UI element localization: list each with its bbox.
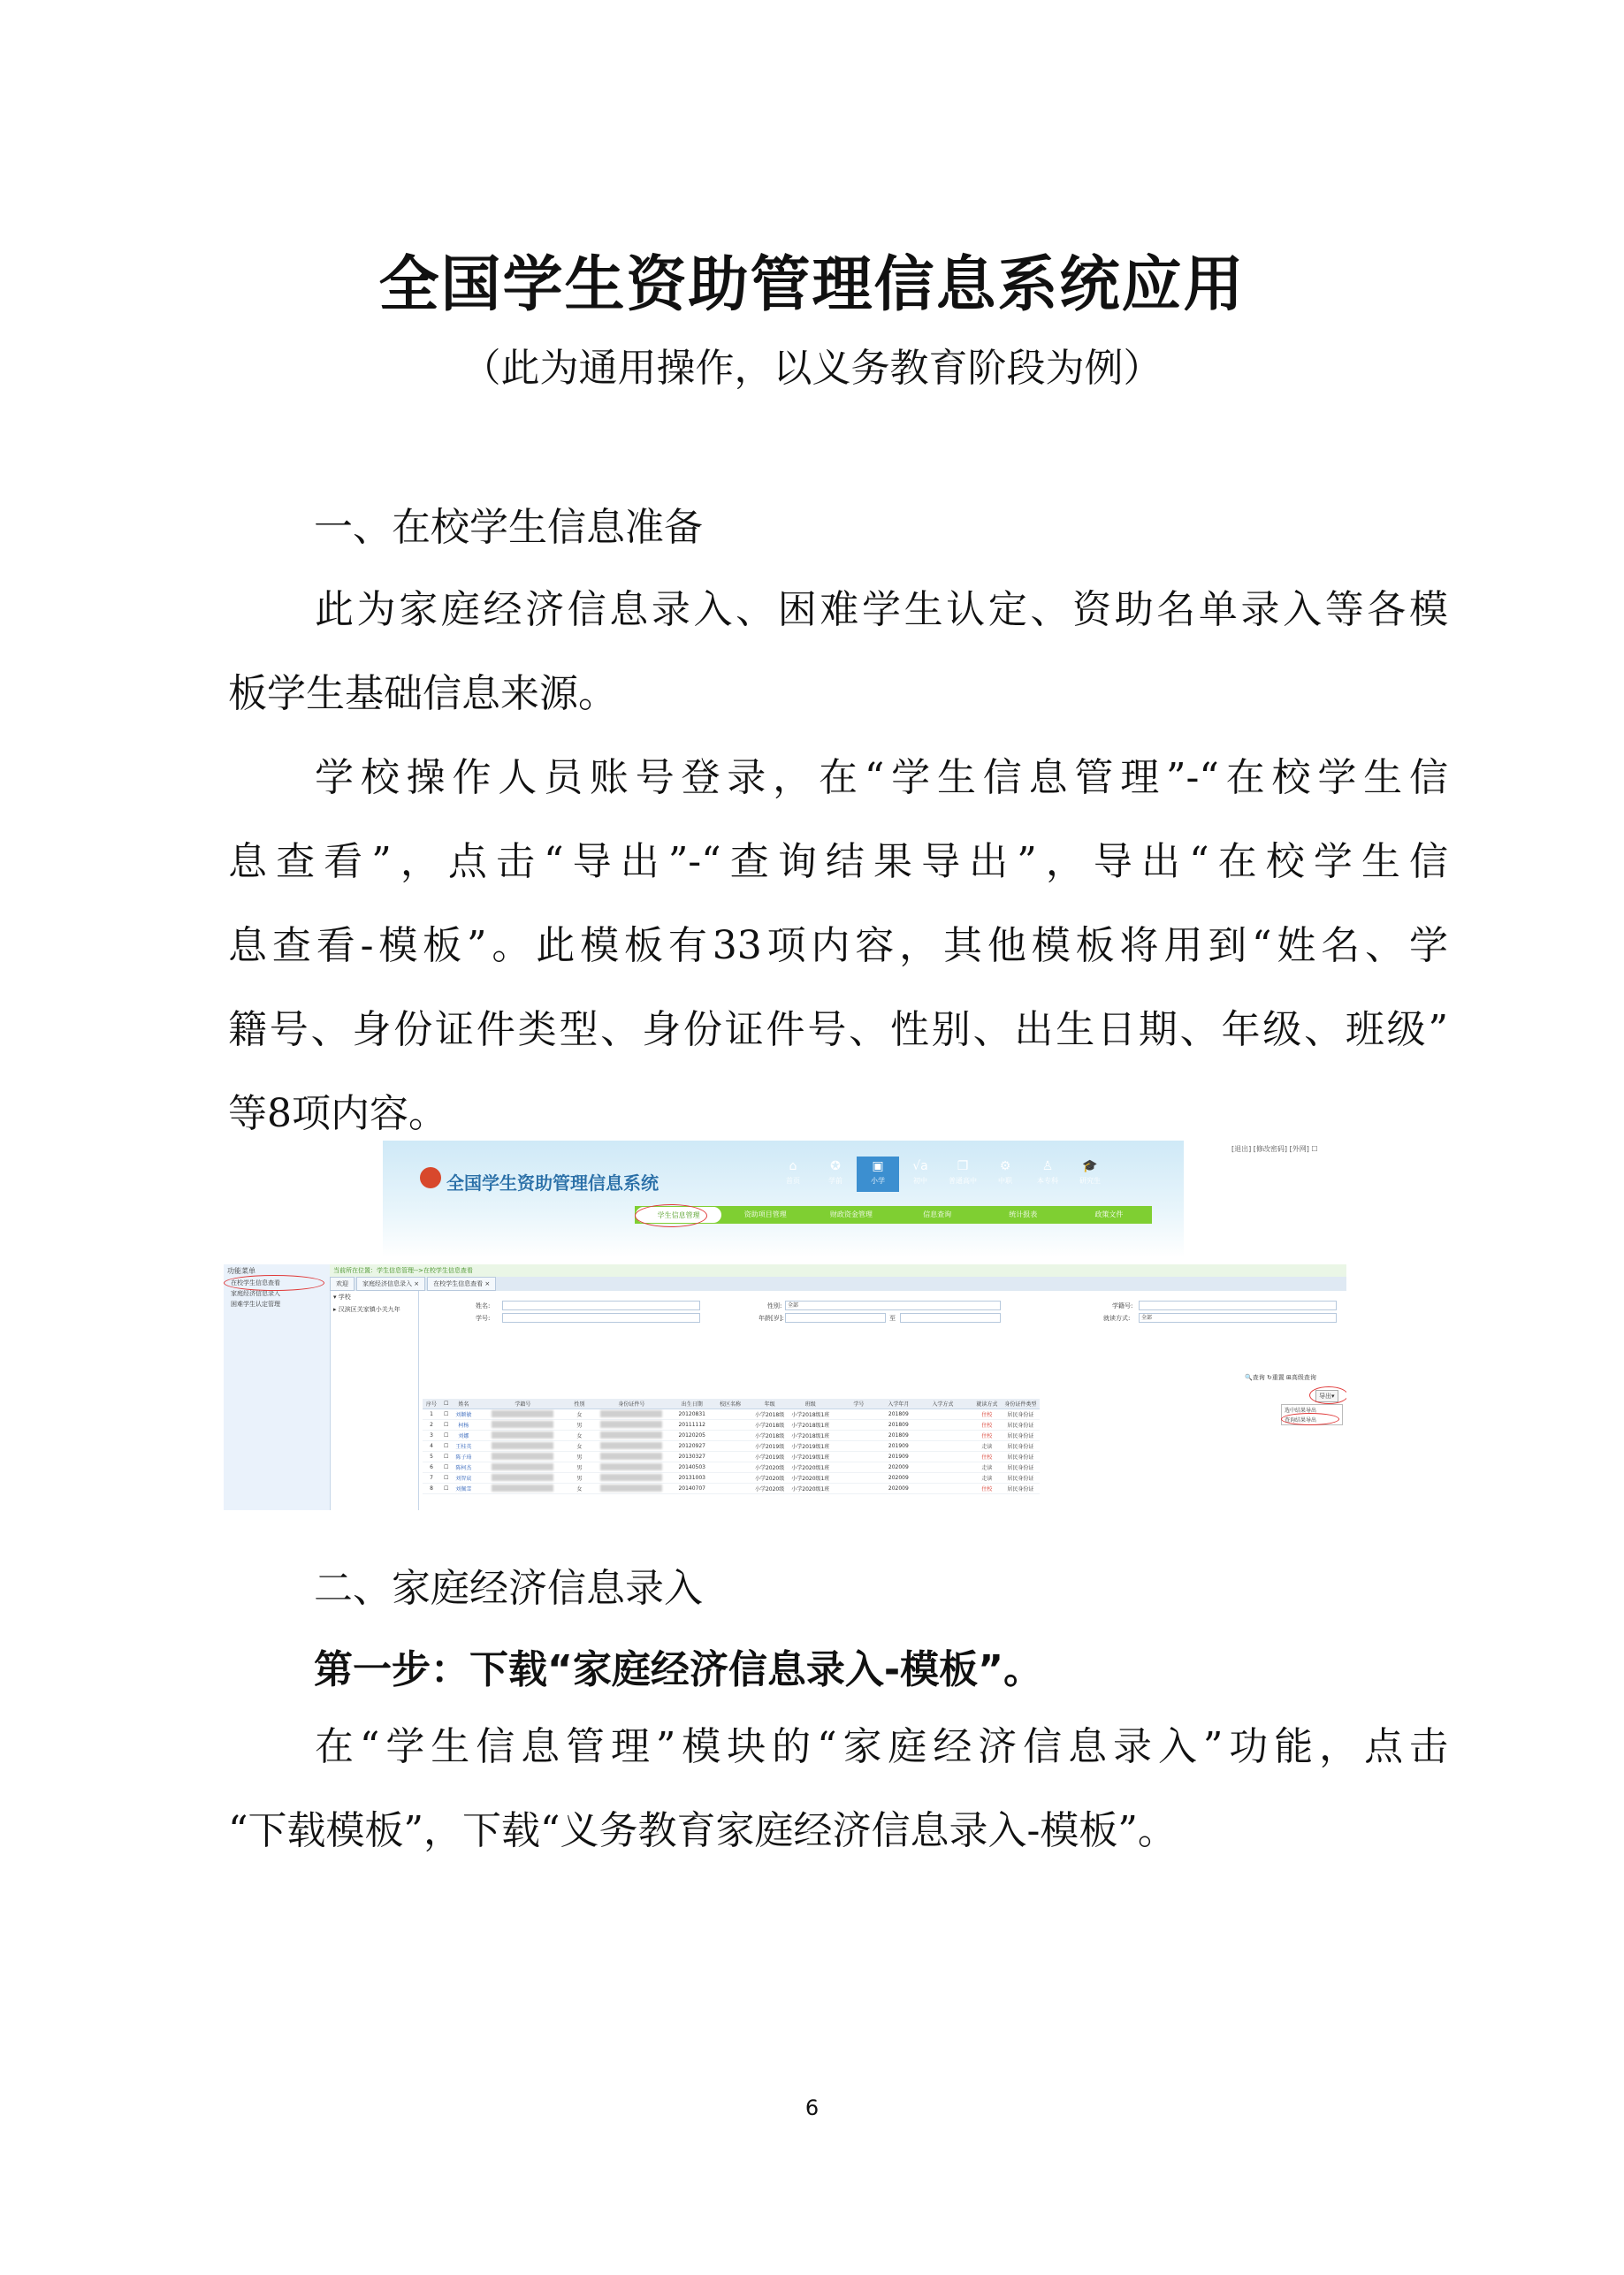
- table-cell[interactable]: 陈子琦: [452, 1452, 475, 1462]
- table-cell: 20120205: [675, 1431, 709, 1441]
- nav-icons: [772, 1157, 1111, 1192]
- table-cell: 小学2019级1班: [788, 1452, 833, 1462]
- table-cell: [475, 1462, 570, 1473]
- para-line: 在“学生信息管理”模块的“家庭经济信息录入”功能，点击: [315, 1724, 1448, 1769]
- breadcrumb: 当前所在位置：学生信息管理-->在校学生信息查看: [330, 1264, 1346, 1277]
- table-header: [423, 1399, 1040, 1409]
- menu-aid-project[interactable]: 资助项目管理: [743, 1210, 787, 1218]
- school-tree: [330, 1291, 419, 1510]
- table-cell: 男: [570, 1462, 588, 1473]
- table-cell: 居民身份证: [1001, 1452, 1040, 1462]
- xuehao-label: 学号:: [476, 1315, 491, 1322]
- redacted-value: [492, 1410, 553, 1417]
- senior-icon: ❐: [957, 1159, 969, 1173]
- redacted-value: [492, 1453, 553, 1460]
- col-header: 序号: [423, 1399, 440, 1409]
- redacted-value: [492, 1463, 553, 1470]
- table-cell[interactable]: 刘佩雪: [452, 1484, 475, 1494]
- redacted-value: [600, 1442, 662, 1449]
- col-header: 学号: [833, 1399, 884, 1409]
- table-cell: 7: [423, 1473, 440, 1484]
- left-item-difficulty[interactable]: 困难学生认定管理: [231, 1301, 280, 1308]
- table-row[interactable]: [423, 1473, 1040, 1484]
- tab-bar: [330, 1277, 1346, 1291]
- table-cell: 居民身份证: [1001, 1420, 1040, 1431]
- para-line: 息查看-模板”。此模板有33项内容，其他模板将用到“姓名、学: [228, 923, 1448, 968]
- table-cell: [588, 1441, 675, 1452]
- table-cell: 20120927: [675, 1441, 709, 1452]
- primary-icon: ▣: [872, 1159, 884, 1173]
- table-cell: 住校: [972, 1409, 1001, 1420]
- table-cell: 1: [423, 1409, 440, 1420]
- table-cell: [588, 1431, 675, 1441]
- table-cell: [833, 1473, 884, 1484]
- table-cell: 居民身份证: [1001, 1484, 1040, 1494]
- table-cell: 住校: [972, 1431, 1001, 1441]
- table-cell: [709, 1431, 751, 1441]
- table-cell: [912, 1409, 972, 1420]
- table-cell: [912, 1452, 972, 1462]
- table-cell: 202009: [884, 1462, 912, 1473]
- table-row[interactable]: [423, 1431, 1040, 1441]
- table-cell: 小学2020级1班: [788, 1462, 833, 1473]
- student-table: [423, 1399, 1040, 1494]
- table-row[interactable]: [423, 1452, 1040, 1462]
- table-cell: [588, 1452, 675, 1462]
- nav-primary[interactable]: [857, 1157, 899, 1192]
- main-menu: [635, 1206, 1152, 1224]
- table-cell[interactable]: ☐: [440, 1431, 452, 1441]
- col-header: 校区名称: [709, 1399, 751, 1409]
- menu-student-info[interactable]: 学生信息管理: [635, 1206, 722, 1224]
- nav-preschool[interactable]: [814, 1157, 857, 1192]
- app-logo: 全国学生资助管理信息系统: [446, 1172, 659, 1194]
- search-form: [423, 1298, 1342, 1369]
- preschool-icon: ✪: [830, 1159, 841, 1173]
- col-header: 班级: [788, 1399, 833, 1409]
- table-cell: [833, 1431, 884, 1441]
- table-cell: 6: [423, 1462, 440, 1473]
- redacted-value: [600, 1453, 662, 1460]
- highlight-circle: [224, 1275, 324, 1291]
- table-cell: [709, 1452, 751, 1462]
- table-cell: [709, 1484, 751, 1494]
- table-cell: 男: [570, 1452, 588, 1462]
- table-cell: 20140707: [675, 1484, 709, 1494]
- table-cell: [475, 1473, 570, 1484]
- table-cell[interactable]: ☐: [440, 1473, 452, 1484]
- export-button[interactable]: 导出▾: [1315, 1390, 1338, 1402]
- name-label: 姓名:: [476, 1302, 491, 1309]
- nav-label: 首页: [786, 1177, 800, 1185]
- table-cell: 201809: [884, 1420, 912, 1431]
- col-header: 年级: [751, 1399, 788, 1409]
- table-cell: 居民身份证: [1001, 1409, 1040, 1420]
- table-cell: 201809: [884, 1431, 912, 1441]
- col-header: 入学年月: [884, 1399, 912, 1409]
- section1-para1: [228, 568, 1448, 736]
- redacted-value: [492, 1474, 553, 1481]
- table-row[interactable]: [423, 1441, 1040, 1452]
- table-cell: 小学2018级: [751, 1409, 788, 1420]
- table-cell: [709, 1441, 751, 1452]
- menu-finance[interactable]: 财政资金管理: [829, 1210, 873, 1218]
- xuehao-input[interactable]: [502, 1313, 700, 1323]
- document-title: 全国学生资助管理信息系统应用: [378, 250, 1246, 320]
- col-header: 就读方式: [972, 1399, 1001, 1409]
- nav-label: 学前: [828, 1177, 842, 1185]
- table-cell[interactable]: 刘颖敏: [452, 1409, 475, 1420]
- nav-senior[interactable]: [942, 1157, 984, 1192]
- table-cell: [475, 1441, 570, 1452]
- nav-label: 本专科: [1037, 1177, 1058, 1185]
- logo-icon: [420, 1167, 441, 1188]
- page-number: 6: [804, 2096, 820, 2120]
- menu-query[interactable]: 信息查询: [923, 1210, 952, 1218]
- top-links[interactable]: [退出] [修改密码] [外网] ☐: [1231, 1145, 1318, 1153]
- age-to-label: 至: [889, 1315, 896, 1322]
- table-cell: 小学2020级: [751, 1484, 788, 1494]
- menu-policy[interactable]: 政策文件: [1094, 1210, 1124, 1218]
- redacted-value: [492, 1431, 553, 1439]
- col-header: 身份证件类型: [1001, 1399, 1040, 1409]
- table-cell: 居民身份证: [1001, 1441, 1040, 1452]
- age-label: 年龄[岁]:: [759, 1315, 784, 1322]
- table-cell: 20120831: [675, 1409, 709, 1420]
- export-selected[interactable]: 选中结果导出: [1285, 1408, 1317, 1414]
- name-input[interactable]: [502, 1301, 700, 1310]
- table-cell[interactable]: ☐: [440, 1409, 452, 1420]
- table-cell: 居民身份证: [1001, 1473, 1040, 1484]
- table-cell: 住校: [972, 1452, 1001, 1462]
- left-item-family-econ[interactable]: 家庭经济信息录入: [231, 1290, 280, 1297]
- menu-report[interactable]: 统计报表: [1009, 1210, 1038, 1218]
- col-header: 性别: [570, 1399, 588, 1409]
- redacted-value: [600, 1485, 662, 1492]
- para-line: 板学生基础信息来源。: [228, 671, 617, 716]
- para-line: 等8项内容。: [228, 1091, 447, 1136]
- nav-label: 中职: [998, 1177, 1012, 1185]
- nav-college[interactable]: [1026, 1157, 1069, 1192]
- table-cell: 20130327: [675, 1452, 709, 1462]
- section1-heading: 一、在校学生信息准备: [314, 505, 703, 550]
- table-cell: [475, 1431, 570, 1441]
- table-cell: 小学2018级1班: [788, 1409, 833, 1420]
- jiudu-label: 就读方式:: [1103, 1315, 1131, 1322]
- table-cell: [833, 1420, 884, 1431]
- table-cell: 居民身份证: [1001, 1462, 1040, 1473]
- table-cell: 女: [570, 1431, 588, 1441]
- table-cell: [912, 1441, 972, 1452]
- nav-vocational[interactable]: [984, 1157, 1026, 1192]
- left-menu: [224, 1264, 331, 1510]
- table-cell[interactable]: ☐: [440, 1452, 452, 1462]
- table-cell: 202009: [884, 1484, 912, 1494]
- section2-para: [228, 1705, 1448, 1873]
- query-tools[interactable]: 🔍查询 ↻重置 ⊞高级查询: [1245, 1374, 1316, 1381]
- para-line: “下载模板”，下载“义务教育家庭经济信息录入-模板”。: [228, 1808, 1177, 1853]
- table-cell[interactable]: 刘智宸: [452, 1473, 475, 1484]
- xuejihao-label: 学籍号:: [1112, 1302, 1133, 1309]
- nav-label: 小学: [871, 1177, 885, 1185]
- table-cell: [709, 1409, 751, 1420]
- table-cell: [588, 1420, 675, 1431]
- table-cell: [912, 1473, 972, 1484]
- redacted-value: [492, 1442, 553, 1449]
- table-cell: [709, 1462, 751, 1473]
- tab-welcome[interactable]: 欢迎: [330, 1277, 355, 1291]
- graduate-cap-icon: 🎓: [1082, 1159, 1098, 1173]
- table-cell: 4: [423, 1441, 440, 1452]
- table-row[interactable]: [423, 1420, 1040, 1431]
- table-cell: 201809: [884, 1409, 912, 1420]
- table-row[interactable]: [423, 1462, 1040, 1473]
- col-header: 身份证件号: [588, 1399, 675, 1409]
- table-cell: [833, 1484, 884, 1494]
- table-cell: 2: [423, 1420, 440, 1431]
- nav-graduate[interactable]: [1069, 1157, 1111, 1192]
- table-cell: 小学2020级: [751, 1462, 788, 1473]
- table-cell: 20140503: [675, 1462, 709, 1473]
- col-header: 姓名: [452, 1399, 475, 1409]
- col-header: 学籍号: [475, 1399, 570, 1409]
- table-cell: 小学2019级: [751, 1452, 788, 1462]
- highlight-circle: [1281, 1413, 1339, 1425]
- table-cell: 小学2019级1班: [788, 1441, 833, 1452]
- export-query-result[interactable]: 查询结果导出: [1285, 1417, 1317, 1424]
- highlight-circle: [1309, 1386, 1346, 1404]
- col-header: 入学方式: [912, 1399, 972, 1409]
- table-row[interactable]: [423, 1409, 1040, 1420]
- tree-node-school[interactable]: ▾ 学校: [333, 1294, 351, 1301]
- para-line: 籍号、身份证件类型、身份证件号、性别、出生日期、年级、班级”: [228, 1007, 1448, 1052]
- table-cell: 小学2018级1班: [788, 1431, 833, 1441]
- table-cell[interactable]: 王桂英: [452, 1441, 475, 1452]
- redacted-value: [600, 1410, 662, 1417]
- tab-family-econ[interactable]: 家庭经济信息录入 ×: [356, 1277, 425, 1291]
- nav-home[interactable]: [772, 1157, 814, 1192]
- section2-heading: 二、家庭经济信息录入: [314, 1566, 703, 1611]
- table-cell: 3: [423, 1431, 440, 1441]
- table-cell: 201909: [884, 1452, 912, 1462]
- para-line: 息查看”，点击“导出”-“查询结果导出”，导出“在校学生信: [228, 839, 1448, 884]
- table-cell: 走读: [972, 1441, 1001, 1452]
- table-cell: 男: [570, 1473, 588, 1484]
- jiudu-select[interactable]: 全部: [1139, 1313, 1337, 1323]
- table-cell[interactable]: ☐: [440, 1462, 452, 1473]
- para-line: 此为家庭经济信息录入、困难学生认定、资助名单录入等各模: [315, 587, 1448, 632]
- gender-select[interactable]: 全部: [785, 1301, 1001, 1310]
- step1-heading: 第一步：下载“家庭经济信息录入-模板”。: [314, 1647, 1043, 1692]
- table-cell[interactable]: 陈柯杰: [452, 1462, 475, 1473]
- table-cell: 小学2018级: [751, 1431, 788, 1441]
- home-icon: ⌂: [789, 1159, 797, 1173]
- col-header[interactable]: ☐: [440, 1399, 452, 1409]
- junior-icon: √a: [912, 1159, 928, 1173]
- table-cell: 202009: [884, 1473, 912, 1484]
- table-cell: [475, 1420, 570, 1431]
- table-cell: [475, 1452, 570, 1462]
- table-cell[interactable]: ☐: [440, 1420, 452, 1431]
- table-cell: [475, 1409, 570, 1420]
- table-cell: [912, 1484, 972, 1494]
- table-cell: [588, 1484, 675, 1494]
- table-cell: 住校: [972, 1484, 1001, 1494]
- left-item-student-view[interactable]: 在校学生信息查看: [231, 1279, 280, 1286]
- table-cell: 女: [570, 1409, 588, 1420]
- table-cell: [833, 1441, 884, 1452]
- redacted-value: [492, 1421, 553, 1428]
- redacted-value: [600, 1463, 662, 1470]
- table-cell: [833, 1462, 884, 1473]
- system-screenshot: [224, 1141, 1346, 1510]
- table-cell: [912, 1420, 972, 1431]
- table-cell: 走读: [972, 1473, 1001, 1484]
- nav-label: 研究生: [1079, 1177, 1101, 1185]
- table-cell: [912, 1462, 972, 1473]
- table-cell: 住校: [972, 1420, 1001, 1431]
- table-cell: [709, 1473, 751, 1484]
- document-subtitle: （此为通用操作，以义务教育阶段为例）: [461, 346, 1163, 391]
- table-cell: 5: [423, 1452, 440, 1462]
- table-cell: [709, 1420, 751, 1431]
- table-cell: 男: [570, 1420, 588, 1431]
- vocational-icon: ⚙: [999, 1159, 1011, 1173]
- table-cell[interactable]: ☐: [440, 1441, 452, 1452]
- table-cell[interactable]: ☐: [440, 1484, 452, 1494]
- xuejihao-input[interactable]: [1139, 1301, 1337, 1310]
- table-cell: 小学2020级1班: [788, 1473, 833, 1484]
- age-from-input[interactable]: [785, 1313, 886, 1323]
- highlight-circle: [635, 1204, 707, 1227]
- table-cell: [475, 1484, 570, 1494]
- table-cell: 小学2019级: [751, 1441, 788, 1452]
- left-menu-title: 功能菜单: [227, 1267, 255, 1275]
- table-cell: 小学2018级1班: [788, 1420, 833, 1431]
- table-cell: 居民身份证: [1001, 1431, 1040, 1441]
- table-cell: [588, 1462, 675, 1473]
- table-cell: 201909: [884, 1441, 912, 1452]
- section1-para2: [228, 736, 1448, 1156]
- table-cell: [833, 1409, 884, 1420]
- table-cell: [588, 1409, 675, 1420]
- table-cell: [588, 1473, 675, 1484]
- college-icon: ♙: [1041, 1159, 1054, 1173]
- redacted-value: [600, 1474, 662, 1481]
- redacted-value: [600, 1431, 662, 1439]
- table-cell: 小学2020级: [751, 1473, 788, 1484]
- nav-label: 普通高中: [949, 1177, 977, 1185]
- redacted-value: [600, 1421, 662, 1428]
- table-cell[interactable]: 柯杨: [452, 1420, 475, 1431]
- tree-node-unit[interactable]: ▸ 汉滨区关家镇小关九年: [333, 1306, 400, 1313]
- table-cell: 8: [423, 1484, 440, 1494]
- nav-junior[interactable]: [899, 1157, 942, 1192]
- table-cell: 小学2018级: [751, 1420, 788, 1431]
- table-row[interactable]: [423, 1484, 1040, 1494]
- gender-label: 性别:: [767, 1302, 782, 1309]
- col-header: 出生日期: [675, 1399, 709, 1409]
- table-cell: [833, 1452, 884, 1462]
- age-to-input[interactable]: [900, 1313, 1001, 1323]
- table-cell: [912, 1431, 972, 1441]
- table-cell: 小学2020级1班: [788, 1484, 833, 1494]
- tab-student-view[interactable]: 在校学生信息查看 ×: [427, 1277, 496, 1291]
- table-cell: 女: [570, 1484, 588, 1494]
- table-cell: 20111112: [675, 1420, 709, 1431]
- nav-label: 初中: [913, 1177, 927, 1185]
- table-cell: 女: [570, 1441, 588, 1452]
- table-cell[interactable]: 刘娜: [452, 1431, 475, 1441]
- table-cell: 走读: [972, 1462, 1001, 1473]
- para-line: 学校操作人员账号登录，在“学生信息管理”-“在校学生信: [315, 755, 1448, 800]
- table-cell: 20131003: [675, 1473, 709, 1484]
- redacted-value: [492, 1485, 553, 1492]
